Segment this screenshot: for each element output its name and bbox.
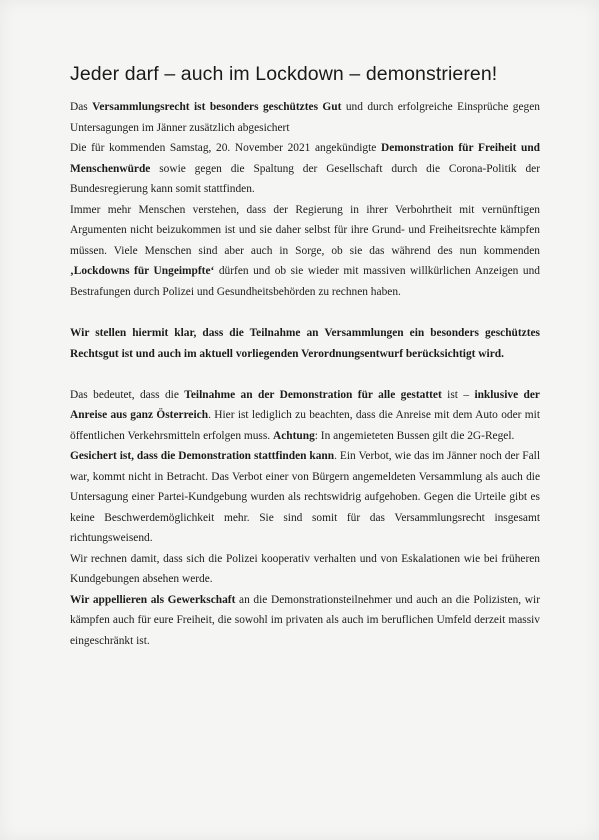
paragraph (70, 200, 540, 303)
paragraph (70, 385, 540, 447)
document-title: Jeder darf – auch im Lockdown – demonstrieren! (70, 63, 498, 85)
paragraph (70, 590, 540, 652)
details-section (70, 385, 540, 652)
bold-text: inklusive der Anreise aus ganz Österreich (70, 388, 540, 422)
text-run: . Hier ist lediglich zu beachten, dass die Anreise mit dem Auto oder mit öffentlichen Verkehrsmitteln erfolgen muss. (70, 409, 540, 442)
text-run: an die Demonstrationsteilnehmer und auch an die Polizisten, wir kämpfen auch für eure Freiheit, die sowohl im privaten als auch im beruflichen Umfeld derzeit massiv eingeschränkt ist. (70, 593, 540, 647)
paragraph (70, 138, 540, 200)
text-run: ist – (441, 388, 475, 401)
bold-text: Gesichert ist, dass die Demonstration stattfinden kann (70, 450, 335, 463)
text-run: und durch erfolgreiche Einsprüche gegen Untersagungen im Jänner zusätzlich abgesichert (70, 101, 540, 134)
text-run: Das (70, 101, 93, 113)
bold-text: Demonstration für Freiheit und Menschenwürde (70, 142, 540, 175)
spacer (70, 365, 540, 385)
text-run: Die für kommenden Samstag, 20. November 2021 angekündigte (70, 142, 381, 154)
bold-text: Versammlungsrecht ist besonders geschütztes Gut (92, 101, 342, 113)
notice-statement: Wir stellen hiermit klar, dass die Teilnahme an Versammlungen ein besonders geschütztes Rechtsgut ist und auch im aktuell vorliegenden Verordnungsentwurf berücksichtigt wird. (70, 327, 540, 360)
text-run: : In angemieteten Bussen gilt die 2G-Regel. (314, 429, 515, 442)
text-run: Wir rechnen damit, dass sich die Polizei kooperativ verhalten und von Eskalationen wie bei früheren Kundgebungen absehen werde. (70, 552, 540, 586)
document-content (70, 62, 540, 651)
spacer (70, 302, 540, 323)
bold-text: Teilnahme an der Demonstration für alle gestattet (184, 388, 442, 401)
paragraph (70, 549, 540, 590)
text-run: Das bedeutet, dass die (70, 388, 185, 401)
text-run: . Ein Verbot, wie das im Jänner noch der Fall war, kommt nicht in Betracht. Das Verbot einer von Bürgern angemeldeten Versammlung als auch die Untersagung einer Partei-Kundgebung wurden als rechtswidrig aufgehoben. Gegen die Urteile gibt es keine Beschwerdemöglichkeit mehr. Sie sind somit für das Versammlungsrecht insgesamt richtungsweisend. (70, 450, 540, 545)
paragraph (70, 446, 540, 549)
text-run: sowie gegen die Spaltung der Gesellschaft durch die Corona-Politik der Bundesregierung kann somit stattfinden. (70, 162, 540, 195)
text-run: Immer mehr Menschen verstehen, dass der Regierung in ihrer Verbohrtheit mit vernünftigen Argumenten nicht beizukommen ist und sie daher selbst für ihre Grund- und Freiheitsrechte kämpfen müssen. Viele Menschen sind aber auch in Sorge, ob sie das während des nun kommenden (70, 203, 540, 257)
bold-text: Achtung (272, 429, 315, 442)
paragraph (70, 97, 540, 138)
bold-text: Wir appellieren als Gewerkschaft (70, 593, 236, 606)
bold-text: ‚Lockdowns für Ungeimpfte‘ (70, 265, 215, 277)
text-run: dürfen und ob sie wieder mit massiven willkürlichen Anzeigen und Bestrafungen durch Polizei und Gesundheitsbehörden zu rechnen haben. (70, 265, 540, 298)
intro-section (70, 97, 540, 302)
